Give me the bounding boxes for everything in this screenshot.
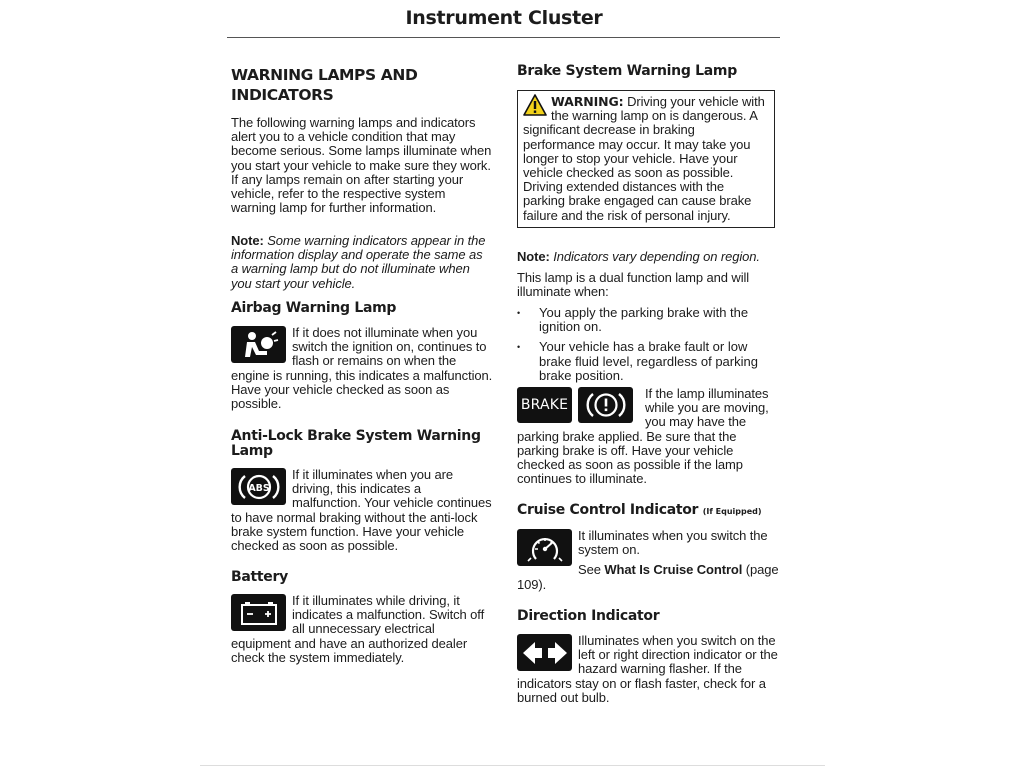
cruise-see-line [517, 563, 779, 591]
title-divider [227, 37, 780, 38]
abs-block [231, 468, 493, 553]
note-label: Note: [231, 233, 264, 248]
abs-icon-label: ABS [247, 482, 270, 494]
airbag-warning-icon [231, 326, 286, 363]
brake-moving-text: If the lamp illuminates while you are moving, you may have the parking brake applied. Be sure that the parking brake is off. Have your vehicle checked as soon as possible if the lamp continues to illuminate. [517, 386, 769, 487]
warning-triangle-icon [523, 94, 547, 116]
battery-block [231, 594, 493, 665]
intro-paragraph: The following warning lamps and indicators alert you to a vehicle condition that may become serious. Some lamps illuminate when you start your vehicle to make sure they work. If any lamps remain on after starting your vehicle, refer to the respective system warning lamp for further information. [231, 115, 492, 216]
note-text: Some warning indicators appear in the information display and operate the same as a warning lamp but do not illuminate when you start your vehicle. [231, 233, 486, 291]
airbag-text: If it does not illuminate when you switch the ignition on, continues to flash or remains on when the engine is running, this indicates a malfunction. Have your vehicle checked as soon as possible. [231, 325, 493, 412]
cruise-control-icon [517, 529, 572, 566]
battery-heading: Battery [231, 569, 288, 585]
brake-warning-icon [578, 387, 633, 423]
brake-note [517, 250, 779, 264]
note-paragraph [231, 234, 493, 291]
brake-lamp-block [517, 387, 779, 486]
cruise-control-link[interactable]: What Is Cruise Control [604, 562, 743, 578]
brake-note-text: Indicators vary depending on region. [553, 249, 760, 264]
brake-conditions-list [517, 306, 779, 389]
brake-word-icon [517, 387, 572, 423]
direction-block [517, 634, 779, 705]
footer-divider [200, 765, 825, 766]
cruise-see: See [578, 562, 601, 578]
battery-text: If it illuminates while driving, it indicates a malfunction. Switch off all unnecessary electrical equipment and have an authorized dealer check the system immediately. [231, 593, 485, 665]
direction-heading: Direction Indicator [517, 608, 660, 624]
cruise-heading [517, 503, 787, 519]
brake-warning-box [517, 90, 775, 228]
list-item: • You apply the parking brake with the ignition on. [517, 306, 779, 334]
section-heading-warning-lamps: WARNING LAMPS AND INDICATORS [231, 66, 418, 104]
warning-label: WARNING: [551, 94, 624, 109]
brake-icon-label: BRAKE [520, 396, 569, 413]
dual-function-text: This lamp is a dual function lamp and will illuminate when: [517, 270, 750, 300]
abs-heading: Anti-Lock Brake System Warning Lamp [231, 428, 481, 459]
page-title: Instrument Cluster [405, 7, 603, 29]
brake-note-label: Note: [517, 249, 550, 264]
abs-warning-icon [231, 468, 286, 505]
brake-heading: Brake System Warning Lamp [517, 63, 737, 79]
airbag-block [231, 326, 493, 411]
cruise-page-ref: (page 109). [517, 562, 779, 592]
abs-text: If it illuminates when you are driving, this indicates a malfunction. Your vehicle continues to have normal braking without the anti-lock brake system function. Have your vehicle checked as soon as possible. [231, 467, 492, 554]
warning-text: Driving your vehicle with the warning lamp on is dangerous. A significant decrease in braking performance may occur. It may take you longer to stop your vehicle. Have your vehicle checked as soon as possible. Driving extended distances with the parking brake engaged can cause brake failure and the risk of personal injury. [523, 94, 765, 223]
brake-icons-group [517, 387, 639, 427]
direction-text: Illuminates when you switch on the left or right direction indicator or the hazard warning flasher. If the indicators stay on or flash faster, check for a burned out bulb. [517, 633, 778, 705]
list-item: • Your vehicle has a brake fault or low brake fluid level, regardless of parking brake position. [517, 340, 779, 383]
cruise-heading-suffix: (If Equipped) [702, 507, 762, 516]
airbag-heading: Airbag Warning Lamp [231, 300, 397, 316]
cruise-heading-text: Cruise Control Indicator [517, 502, 699, 518]
battery-warning-icon [231, 594, 286, 631]
cruise-text: It illuminates when you switch the system on. [578, 528, 768, 558]
cruise-block [517, 529, 779, 592]
direction-arrows-icon [517, 634, 572, 671]
